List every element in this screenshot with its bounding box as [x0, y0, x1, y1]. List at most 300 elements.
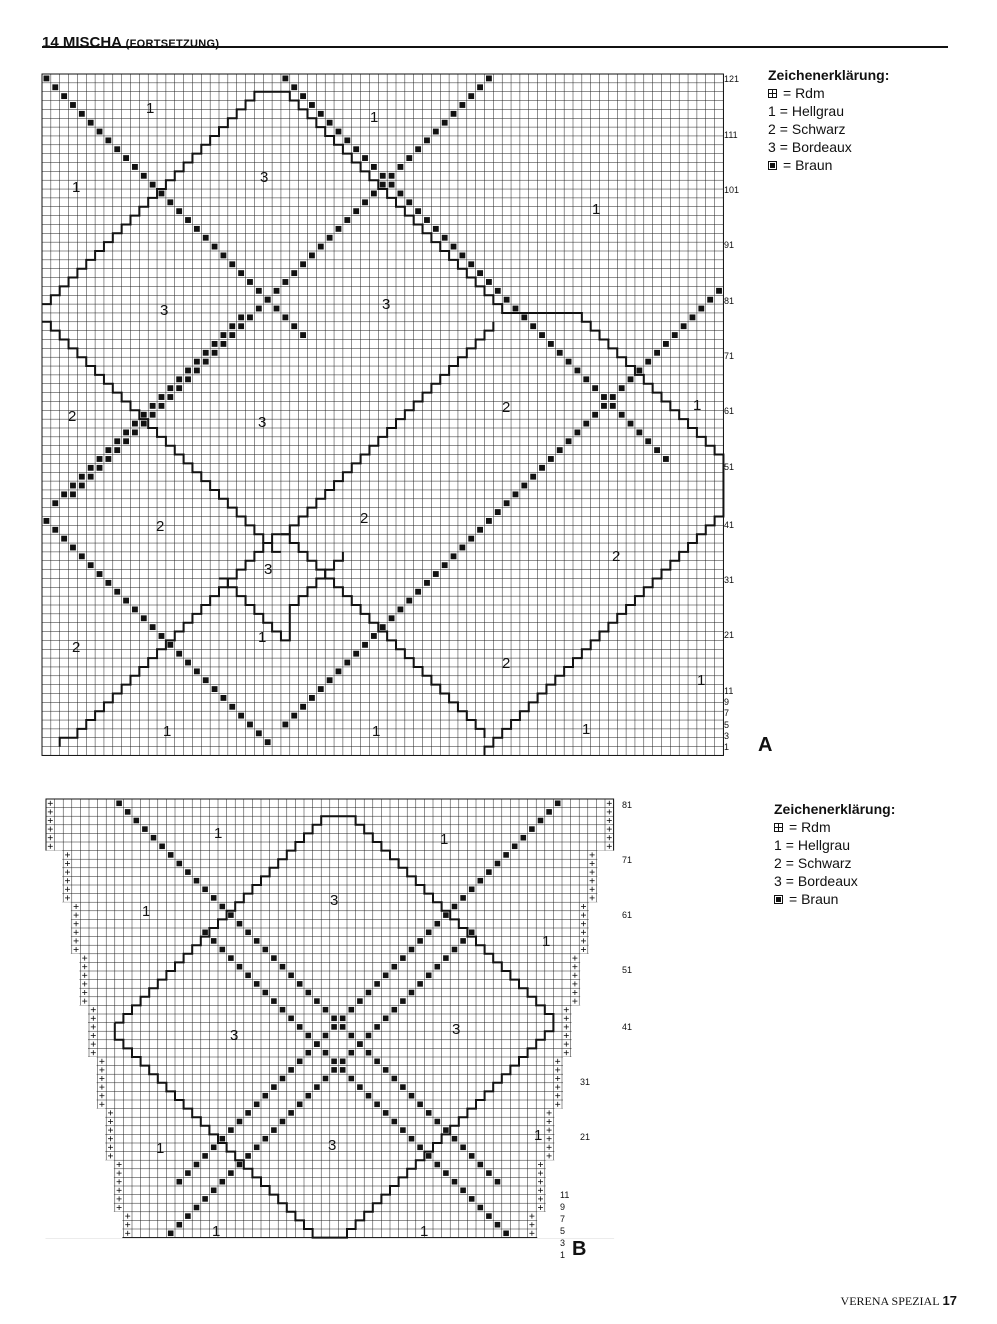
braun-stitch	[291, 84, 297, 90]
braun-stitch	[331, 1059, 337, 1065]
braun-stitch	[331, 1024, 337, 1030]
chart-b-row-label: 31	[580, 1077, 591, 1087]
braun-stitch	[61, 536, 67, 542]
braun-stitch	[79, 483, 85, 489]
braun-stitch	[459, 545, 465, 551]
braun-stitch	[254, 938, 260, 944]
braun-stitch	[566, 359, 572, 365]
braun-stitch	[280, 1007, 286, 1013]
braun-stitch	[344, 217, 350, 223]
braun-stitch	[366, 1033, 372, 1039]
braun-stitch	[426, 1110, 432, 1116]
braun-stitch	[477, 527, 483, 533]
chart-b-row-label: 5	[560, 1226, 566, 1236]
braun-stitch	[123, 155, 129, 161]
braun-stitch	[663, 341, 669, 347]
braun-stitch	[374, 1024, 380, 1030]
braun-stitch	[344, 137, 350, 143]
braun-stitch	[211, 938, 217, 944]
chart-a-row-label: 81	[724, 296, 735, 306]
rdm-icon	[768, 89, 777, 98]
braun-stitch	[331, 1067, 337, 1073]
braun-stitch	[79, 474, 85, 480]
braun-stitch	[297, 1059, 303, 1065]
braun-stitch	[141, 421, 147, 427]
braun-stitch	[274, 306, 280, 312]
chart-a-zone-label: 1	[146, 100, 155, 117]
chart-a-row-label: 111	[724, 130, 738, 140]
chart-a-row-label: 71	[724, 351, 735, 361]
braun-stitch	[459, 102, 465, 108]
braun-stitch	[300, 704, 306, 710]
chart-b-zone-label: 3	[452, 1021, 461, 1038]
braun-stitch	[389, 615, 395, 621]
braun-stitch	[176, 385, 182, 391]
braun-stitch	[610, 403, 616, 409]
braun-stitch	[44, 518, 50, 524]
braun-stitch	[114, 438, 120, 444]
braun-stitch	[477, 270, 483, 276]
braun-stitch	[409, 1136, 415, 1142]
braun-stitch	[443, 1170, 449, 1176]
legend-b-rdm: = Rdm	[774, 818, 895, 836]
braun-stitch	[398, 607, 404, 613]
chart-a-zone-label: 3	[160, 302, 169, 319]
braun-stitch	[70, 102, 76, 108]
braun-stitch	[698, 306, 704, 312]
chart-a-zone-label: 2	[360, 510, 369, 527]
braun-stitch	[353, 651, 359, 657]
braun-stitch	[504, 500, 510, 506]
braun-stitch	[357, 1084, 363, 1090]
braun-stitch	[340, 1016, 346, 1022]
braun-stitch	[185, 660, 191, 666]
braun-stitch	[314, 998, 320, 1004]
braun-stitch	[185, 869, 191, 875]
braun-stitch	[521, 314, 527, 320]
chart-a-row-label: 31	[724, 575, 735, 585]
braun-stitch	[323, 1076, 329, 1082]
braun-stitch	[469, 887, 475, 893]
braun-stitch	[583, 421, 589, 427]
braun-stitch	[309, 695, 315, 701]
braun-stitch	[256, 306, 262, 312]
braun-stitch	[592, 412, 598, 418]
braun-stitch	[254, 1145, 260, 1151]
braun-stitch	[548, 456, 554, 462]
chart-a-zone-label: 2	[68, 408, 77, 425]
braun-stitch	[123, 430, 129, 436]
braun-stitch	[601, 403, 607, 409]
braun-stitch	[114, 447, 120, 453]
braun-stitch	[237, 921, 243, 927]
braun-stitch	[194, 878, 200, 884]
braun-stitch	[460, 1145, 466, 1151]
braun-stitch	[194, 1205, 200, 1211]
braun-stitch	[245, 973, 251, 979]
braun-stitch	[478, 878, 484, 884]
braun-stitch	[374, 1059, 380, 1065]
braun-stitch	[202, 930, 208, 936]
braun-stitch	[503, 1231, 509, 1237]
braun-stitch	[366, 990, 372, 996]
braun-stitch	[52, 84, 58, 90]
braun-stitch	[297, 981, 303, 987]
braun-stitch	[619, 412, 625, 418]
braun-stitch	[237, 1162, 243, 1168]
braun-stitch	[504, 297, 510, 303]
braun-stitch	[114, 146, 120, 152]
braun-stitch	[380, 173, 386, 179]
braun-stitch	[220, 1179, 226, 1185]
legend-b-title: Zeichenerklärung:	[774, 801, 896, 817]
braun-stitch	[300, 93, 306, 99]
braun-stitch	[220, 904, 226, 910]
braun-stitch	[336, 129, 342, 135]
braun-stitch	[229, 704, 235, 710]
chart-a-row-label: 1	[724, 742, 730, 752]
chart-a-row-label: 101	[724, 185, 740, 195]
braun-stitch	[371, 191, 377, 197]
braun-stitch	[415, 589, 421, 595]
braun-stitch	[451, 111, 457, 117]
chart-a-zone-label: 1	[258, 629, 267, 646]
braun-stitch	[575, 430, 581, 436]
braun-stitch	[452, 1136, 458, 1142]
legend-a	[768, 66, 889, 174]
braun-stitch	[374, 1102, 380, 1108]
chart-b-zone-label: 3	[230, 1027, 239, 1044]
chart-b-row-label: 3	[560, 1238, 566, 1248]
chart-a-row-label: 61	[724, 406, 735, 416]
chart-a-row-label: 121	[724, 74, 740, 84]
braun-stitch	[478, 1205, 484, 1211]
braun-stitch	[336, 668, 342, 674]
braun-stitch	[300, 261, 306, 267]
braun-stitch	[79, 553, 85, 559]
braun-stitch	[282, 314, 288, 320]
braun-stitch	[340, 1024, 346, 1030]
braun-stitch	[486, 1170, 492, 1176]
braun-stitch	[539, 465, 545, 471]
braun-stitch	[366, 1050, 372, 1056]
chart-b-zone-label: 1	[142, 903, 151, 920]
braun-stitch	[575, 368, 581, 374]
chart-b-zone-label: 1	[156, 1140, 165, 1157]
braun-stitch	[392, 1076, 398, 1082]
braun-stitch	[254, 981, 260, 987]
legend-a-title: Zeichenerklärung:	[768, 67, 890, 83]
braun-stitch	[70, 545, 76, 551]
braun-stitch	[486, 76, 492, 82]
chart-a-zone-label: 2	[72, 639, 81, 656]
braun-stitch	[460, 938, 466, 944]
braun-stitch	[256, 730, 262, 736]
braun-stitch	[237, 1119, 243, 1125]
braun-stitch	[392, 964, 398, 970]
braun-stitch	[426, 1153, 432, 1159]
braun-stitch	[451, 244, 457, 250]
braun-stitch	[291, 713, 297, 719]
braun-stitch	[194, 1162, 200, 1168]
chart-b-row-label: 7	[560, 1214, 566, 1224]
braun-stitch	[291, 323, 297, 329]
braun-stitch	[672, 332, 678, 338]
braun-stitch	[263, 947, 269, 953]
braun-stitch	[495, 1179, 501, 1185]
braun-stitch	[245, 1110, 251, 1116]
braun-stitch	[167, 199, 173, 205]
braun-stitch	[263, 1093, 269, 1099]
braun-stitch	[88, 474, 94, 480]
braun-stitch	[245, 930, 251, 936]
braun-stitch	[150, 412, 156, 418]
braun-stitch	[353, 146, 359, 152]
braun-stitch	[229, 261, 235, 267]
braun-stitch	[97, 465, 103, 471]
braun-stitch	[97, 129, 103, 135]
braun-stitch	[105, 447, 111, 453]
braun-stitch	[406, 199, 412, 205]
braun-stitch	[132, 164, 138, 170]
braun-stitch	[362, 155, 368, 161]
braun-stitch	[548, 341, 554, 347]
braun-stitch	[221, 332, 227, 338]
braun-stitch	[221, 695, 227, 701]
braun-stitch	[340, 1067, 346, 1073]
braun-stitch	[636, 368, 642, 374]
braun-stitch	[247, 279, 253, 285]
legend-b-schwarz: 2 = Schwarz	[774, 855, 852, 871]
braun-stitch	[513, 306, 519, 312]
braun-stitch	[327, 235, 333, 241]
braun-stitch	[70, 491, 76, 497]
braun-stitch	[645, 359, 651, 365]
braun-stitch	[452, 904, 458, 910]
braun-stitch	[142, 826, 148, 832]
braun-stitch	[274, 288, 280, 294]
braun-stitch	[392, 1119, 398, 1125]
braun-stitch	[357, 1041, 363, 1047]
legend-a-hellgrau: 1 = Hellgrau	[768, 103, 844, 119]
braun-stitch	[389, 173, 395, 179]
braun-stitch	[202, 887, 208, 893]
braun-stitch	[309, 253, 315, 259]
page-title: 14 MISCHA (FORTSETZUNG)	[42, 34, 220, 51]
chart-b-zone-label: 3	[328, 1137, 337, 1154]
braun-stitch	[297, 1024, 303, 1030]
braun-stitch	[203, 359, 209, 365]
chart-b-cells	[46, 799, 614, 1238]
braun-stitch	[105, 137, 111, 143]
legend-b-bordeaux: 3 = Bordeaux	[774, 873, 858, 889]
braun-stitch	[546, 809, 552, 815]
braun-stitch	[424, 137, 430, 143]
braun-stitch	[177, 861, 183, 867]
braun-stitch	[357, 998, 363, 1004]
braun-stitch	[228, 1170, 234, 1176]
chart-b-row-label: 21	[580, 1132, 591, 1142]
braun-stitch	[417, 1102, 423, 1108]
braun-stitch	[211, 1188, 217, 1194]
braun-stitch	[468, 536, 474, 542]
braun-stitch	[400, 998, 406, 1004]
braun-stitch	[495, 288, 501, 294]
braun-stitch	[530, 323, 536, 329]
braun-stitch	[323, 1050, 329, 1056]
legend-b	[774, 800, 895, 908]
chart-a-outline-5	[281, 534, 485, 738]
braun-stitch	[61, 93, 67, 99]
braun-stitch	[400, 1127, 406, 1133]
braun-stitch	[424, 217, 430, 223]
chart-b-zone-label: 1	[440, 831, 449, 848]
chart-a-zone-label: 2	[156, 518, 165, 535]
braun-stitch	[406, 598, 412, 604]
braun-stitch	[237, 964, 243, 970]
braun-stitch	[300, 332, 306, 338]
magazine-name: VERENA SPEZIAL	[840, 1294, 940, 1308]
braun-stitch	[681, 323, 687, 329]
braun-stitch	[167, 642, 173, 648]
braun-stitch	[105, 456, 111, 462]
braun-stitch	[336, 226, 342, 232]
braun-stitch	[221, 253, 227, 259]
braun-stitch	[168, 852, 174, 858]
braun-stitch	[592, 385, 598, 391]
braun-stitch	[433, 571, 439, 577]
chart-b-row-label: 71	[622, 855, 633, 865]
braun-stitch	[159, 633, 165, 639]
chart-a-row-label: 41	[724, 520, 735, 530]
braun-stitch	[486, 869, 492, 875]
legend-a-braun: = Braun	[768, 156, 889, 174]
braun-stitch	[442, 120, 448, 126]
braun-stitch	[566, 438, 572, 444]
chart-b-zone-label: 1	[420, 1223, 429, 1240]
braun-stitch	[628, 421, 634, 427]
chart-a-zone-label: 2	[612, 548, 621, 565]
braun-stitch	[280, 1076, 286, 1082]
braun-stitch	[654, 350, 660, 356]
braun-stitch	[247, 722, 253, 728]
braun-stitch	[141, 173, 147, 179]
braun-stitch	[530, 474, 536, 480]
braun-stitch	[398, 164, 404, 170]
braun-stitch	[389, 182, 395, 188]
braun-stitch	[247, 314, 253, 320]
braun-stitch	[443, 912, 449, 918]
braun-stitch	[185, 368, 191, 374]
braun-stitch	[645, 438, 651, 444]
braun-stitch	[282, 279, 288, 285]
braun-stitch	[452, 1179, 458, 1185]
braun-stitch	[177, 1179, 183, 1185]
chart-a-zone-label: 2	[502, 399, 511, 416]
braun-stitch	[460, 895, 466, 901]
braun-stitch	[409, 990, 415, 996]
braun-stitch	[306, 990, 312, 996]
braun-stitch	[362, 642, 368, 648]
braun-stitch	[141, 412, 147, 418]
chart-b-zone-label: 1	[214, 825, 223, 842]
braun-stitch	[52, 500, 58, 506]
chart-a-letter: A	[758, 734, 773, 756]
braun-stitch	[468, 261, 474, 267]
braun-stitch	[288, 1110, 294, 1116]
braun-stitch	[194, 368, 200, 374]
chart-a-row-label: 51	[724, 462, 735, 472]
braun-stitch	[392, 1007, 398, 1013]
braun-stitch	[435, 1162, 441, 1168]
chart-a-row-label: 3	[724, 731, 730, 741]
braun-stitch	[221, 341, 227, 347]
braun-stitch	[383, 1067, 389, 1073]
chart-a-zone-label: 3	[258, 414, 267, 431]
braun-stitch	[116, 801, 122, 807]
braun-stitch	[220, 947, 226, 953]
braun-stitch	[176, 208, 182, 214]
braun-stitch	[203, 677, 209, 683]
braun-stitch	[426, 930, 432, 936]
chart-a-zone-label: 1	[592, 201, 601, 218]
braun-stitch	[280, 964, 286, 970]
braun-stitch	[185, 1170, 191, 1176]
braun-stitch	[654, 447, 660, 453]
braun-stitch	[150, 403, 156, 409]
braun-stitch	[238, 323, 244, 329]
braun-stitch	[203, 235, 209, 241]
braun-icon	[774, 895, 783, 904]
braun-stitch	[203, 350, 209, 356]
braun-stitch	[443, 955, 449, 961]
braun-stitch	[619, 385, 625, 391]
page-subtitle: (FORTSETZUNG)	[125, 38, 220, 50]
braun-stitch	[383, 1110, 389, 1116]
braun-stitch	[318, 686, 324, 692]
braun-stitch	[417, 1145, 423, 1151]
braun-stitch	[271, 1084, 277, 1090]
braun-stitch	[271, 955, 277, 961]
braun-stitch	[366, 1093, 372, 1099]
braun-stitch	[176, 376, 182, 382]
braun-stitch	[380, 624, 386, 630]
braun-stitch	[435, 921, 441, 927]
braun-stitch	[194, 359, 200, 365]
braun-stitch	[452, 947, 458, 953]
braun-stitch	[318, 111, 324, 117]
legend-a-bordeaux: 3 = Bordeaux	[768, 139, 852, 155]
rdm-icon	[774, 823, 783, 832]
braun-stitch	[44, 76, 50, 82]
chart-a-zone-label: 3	[264, 561, 273, 578]
braun-stitch	[220, 1136, 226, 1142]
chart-b-letter: B	[572, 1238, 587, 1260]
braun-stitch	[288, 1067, 294, 1073]
braun-stitch	[288, 973, 294, 979]
braun-stitch	[168, 1231, 174, 1237]
chart-b-row-label: 11	[560, 1190, 570, 1200]
chart-a-zone-label: 3	[260, 169, 269, 186]
braun-stitch	[486, 518, 492, 524]
braun-stitch	[97, 456, 103, 462]
braun-stitch	[88, 465, 94, 471]
braun-stitch	[716, 288, 722, 294]
braun-stitch	[280, 1119, 286, 1125]
braun-stitch	[271, 1127, 277, 1133]
braun-stitch	[469, 930, 475, 936]
braun-stitch	[228, 912, 234, 918]
